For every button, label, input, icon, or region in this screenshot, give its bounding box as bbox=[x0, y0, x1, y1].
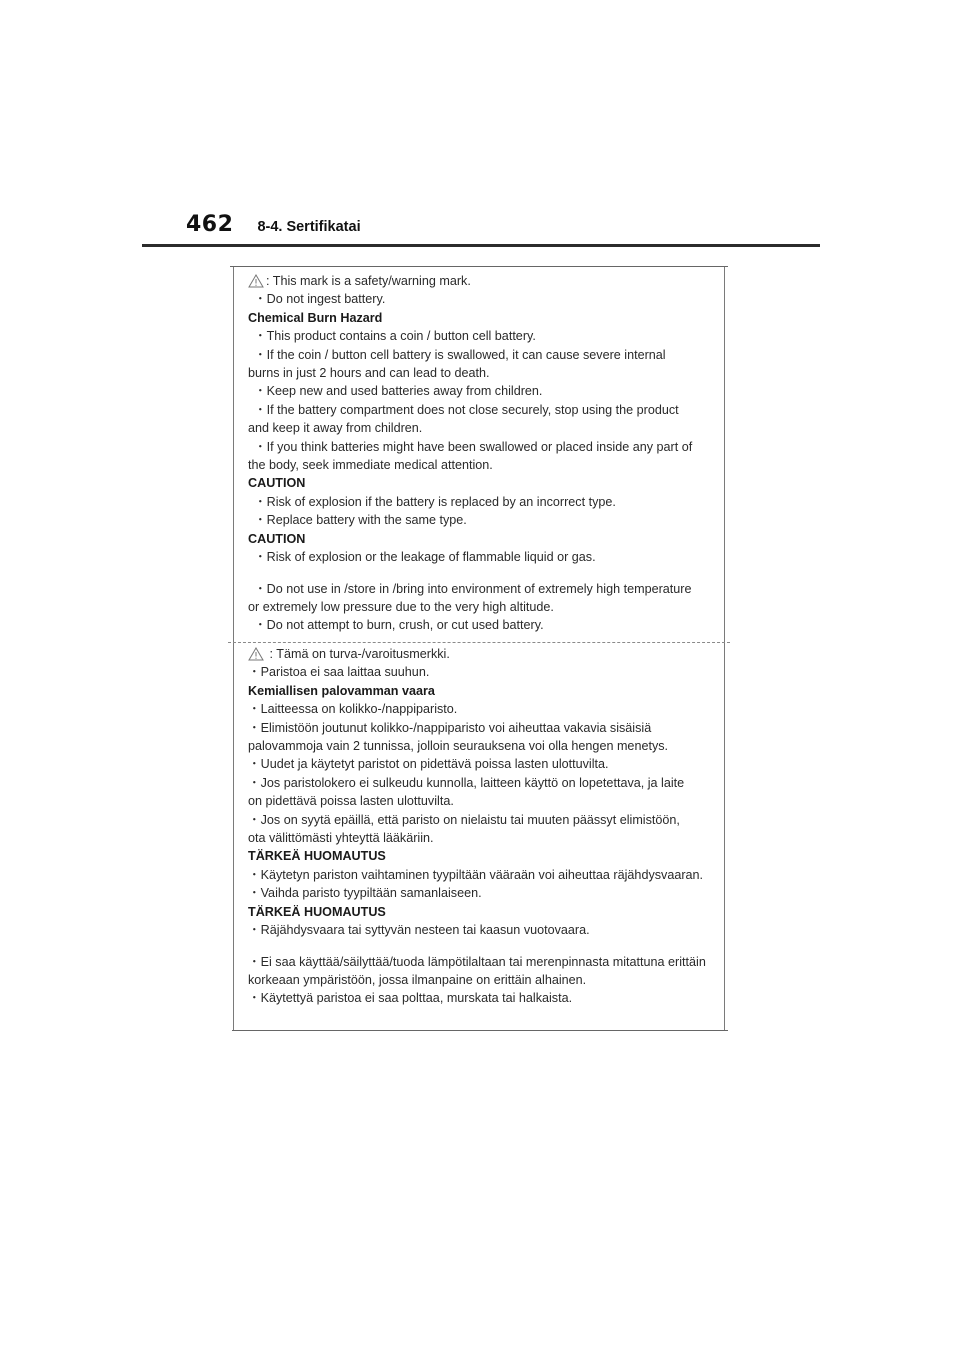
page-header bbox=[186, 212, 361, 237]
label-top-border bbox=[230, 266, 728, 267]
warning-mark-text: : Tämä on turva-/varoitusmerkki. bbox=[266, 647, 450, 661]
list-item-continuation: ota välittömästi yhteyttä lääkäriin. bbox=[248, 831, 434, 846]
list-item: ・Do not ingest battery. bbox=[254, 292, 386, 307]
section-title: 8-4. Sertifikatai bbox=[257, 219, 361, 235]
warning-triangle-icon bbox=[248, 274, 264, 288]
list-item: ・If the battery compartment does not close securely, stop using the product bbox=[254, 402, 679, 417]
warning-triangle-icon bbox=[248, 647, 264, 661]
battery-warning-label bbox=[233, 266, 725, 1031]
list-item-continuation: on pidettävä poissa lasten ulottuvilta. bbox=[248, 794, 454, 809]
list-item: ・Ei saa käyttää/säilyttää/tuoda lämpötilaltaan tai merenpinnasta mitattuna erittäin bbox=[248, 954, 706, 969]
list-item: ・If you think batteries might have been swallowed or placed inside any part of bbox=[254, 439, 693, 454]
list-item: ・Käytetyn pariston vaihtaminen tyypiltään vääraän voi aiheuttaa räjähdysvaaran. bbox=[248, 867, 704, 882]
label-bottom-border bbox=[232, 1030, 728, 1031]
list-item: ・Risk of explosion if the battery is replaced by an incorrect type. bbox=[254, 494, 616, 509]
warning-mark-text: : This mark is a safety/warning mark. bbox=[266, 274, 471, 288]
section-heading: Chemical Burn Hazard bbox=[248, 310, 383, 325]
list-item: ・Räjähdysvaara tai syttyvän nesteen tai kaasun vuotovaara. bbox=[248, 923, 590, 938]
finnish-section bbox=[248, 645, 718, 1008]
list-item-continuation: the body, seek immediate medical attention. bbox=[248, 458, 493, 473]
list-item: ・Jos paristolokero ei sulkeudu kunnolla, laitteen käyttö on lopetettava, ja laite bbox=[248, 775, 685, 790]
warning-mark-line bbox=[248, 272, 718, 290]
section-heading: CAUTION bbox=[248, 531, 306, 546]
section-heading: Kemiallisen palovamman vaara bbox=[248, 683, 435, 698]
list-item: ・Elimistöön joutunut kolikko-/nappiparisto voi aiheuttaa vakavia sisäisiä bbox=[248, 720, 652, 735]
section-heading: CAUTION bbox=[248, 476, 306, 491]
list-item: ・Risk of explosion or the leakage of flammable liquid or gas. bbox=[254, 550, 596, 565]
list-item: ・Jos on syytä epäillä, että paristo on nielaistu tai muuten päässyt elimistöön, bbox=[248, 812, 680, 827]
list-item-continuation: korkeaan ympäristöön, jossa ilmanpaine on erittäin alhainen. bbox=[248, 972, 587, 987]
list-item-continuation: burns in just 2 hours and can lead to death. bbox=[248, 366, 490, 381]
spacer bbox=[248, 940, 718, 953]
language-divider bbox=[228, 642, 730, 643]
list-item-continuation: palovammoja vain 2 tunnissa, jolloin seurauksena voi olla hengen menetys. bbox=[248, 739, 669, 754]
list-item-continuation: and keep it away from children. bbox=[248, 421, 423, 436]
list-item: ・Vaihda paristo tyypiltään samanlaiseen. bbox=[248, 886, 482, 901]
list-item: ・Käytettyä paristoa ei saa polttaa, murskata tai halkaista. bbox=[248, 991, 573, 1006]
section-heading: TÄRKEÄ HUOMAUTUS bbox=[248, 904, 386, 919]
list-item: ・Replace battery with the same type. bbox=[254, 513, 467, 528]
list-item: ・Laitteessa on kolikko-/nappiparisto. bbox=[248, 702, 458, 717]
list-item: ・Do not use in /store in /bring into environment of extremely high temperature bbox=[254, 581, 692, 596]
list-item: ・Uudet ja käytetyt paristot on pidettävä poissa lasten ulottuvilta. bbox=[248, 757, 609, 772]
list-item-continuation: or extremely low pressure due to the very high altitude. bbox=[248, 599, 554, 614]
page-number: 462 bbox=[186, 212, 234, 237]
list-item: ・Paristoa ei saa laittaa suuhun. bbox=[248, 665, 430, 680]
section-heading: TÄRKEÄ HUOMAUTUS bbox=[248, 849, 386, 864]
header-rule bbox=[142, 244, 820, 247]
list-item: ・Do not attempt to burn, crush, or cut used battery. bbox=[254, 618, 544, 633]
warning-mark-line bbox=[248, 645, 718, 663]
spacer bbox=[248, 567, 718, 580]
list-item: ・This product contains a coin / button cell battery. bbox=[254, 329, 536, 344]
list-item: ・If the coin / button cell battery is swallowed, it can cause severe internal bbox=[254, 347, 666, 362]
list-item: ・Keep new and used batteries away from children. bbox=[254, 384, 543, 399]
english-section bbox=[248, 272, 718, 635]
